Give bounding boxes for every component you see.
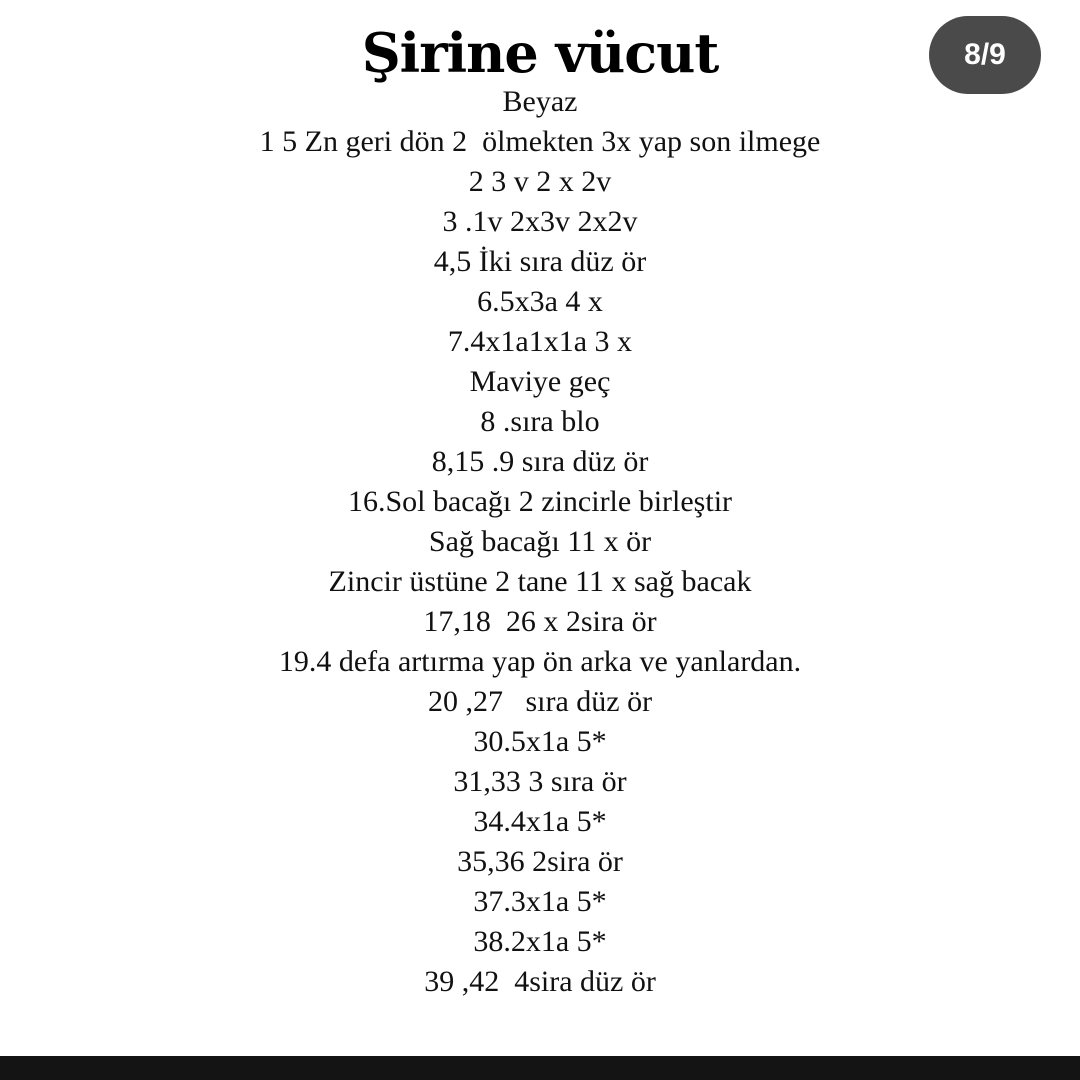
instruction-line: 17,18 26 x 2sira ör	[423, 605, 657, 638]
instruction-line: 39 ,42 4sira düz ör	[424, 965, 656, 998]
instruction-line: 6.5x3a 4 x	[477, 285, 603, 318]
instruction-line: 35,36 2sira ör	[457, 845, 623, 878]
page-indicator-badge: 8/9	[929, 16, 1041, 94]
instruction-line: 16.Sol bacağı 2 zincirle birleştir	[347, 485, 733, 518]
instruction-line: 4,5 İki sıra düz ör	[433, 245, 647, 278]
page-title: Şirine vücut	[361, 21, 719, 85]
instruction-line: 2 3 v 2 x 2v	[468, 165, 612, 198]
instruction-line: 34.4x1a 5*	[473, 805, 607, 838]
instruction-line: 30.5x1a 5*	[473, 725, 607, 758]
bottom-bar	[0, 1056, 1080, 1080]
instruction-line: 8 .sıra blo	[480, 405, 600, 438]
instruction-line: Zincir üstüne 2 tane 11 x sağ bacak	[328, 565, 752, 598]
instruction-line: 38.2x1a 5*	[473, 925, 607, 958]
pattern-instructions	[0, 82, 1080, 1002]
instruction-line: Beyaz	[502, 85, 578, 118]
instruction-line: 1 5 Zn geri dön 2 ölmekten 3x yap son ilmege	[259, 125, 821, 158]
instruction-line: 3 .1v 2x3v 2x2v	[442, 205, 638, 238]
instruction-line: 31,33 3 sıra ör	[453, 765, 627, 798]
instruction-line: 19.4 defa artırma yap ön arka ve yanlardan.	[278, 645, 802, 678]
instruction-line: 37.3x1a 5*	[473, 885, 607, 918]
instruction-line: Maviye geç	[469, 365, 611, 398]
instruction-line: Sağ bacağı 11 x ör	[428, 525, 652, 558]
instruction-line: 8,15 .9 sıra düz ör	[431, 445, 649, 478]
instruction-line: 20 ,27 sıra düz ör	[427, 685, 653, 718]
instruction-line: 7.4x1a1x1a 3 x	[447, 325, 633, 358]
